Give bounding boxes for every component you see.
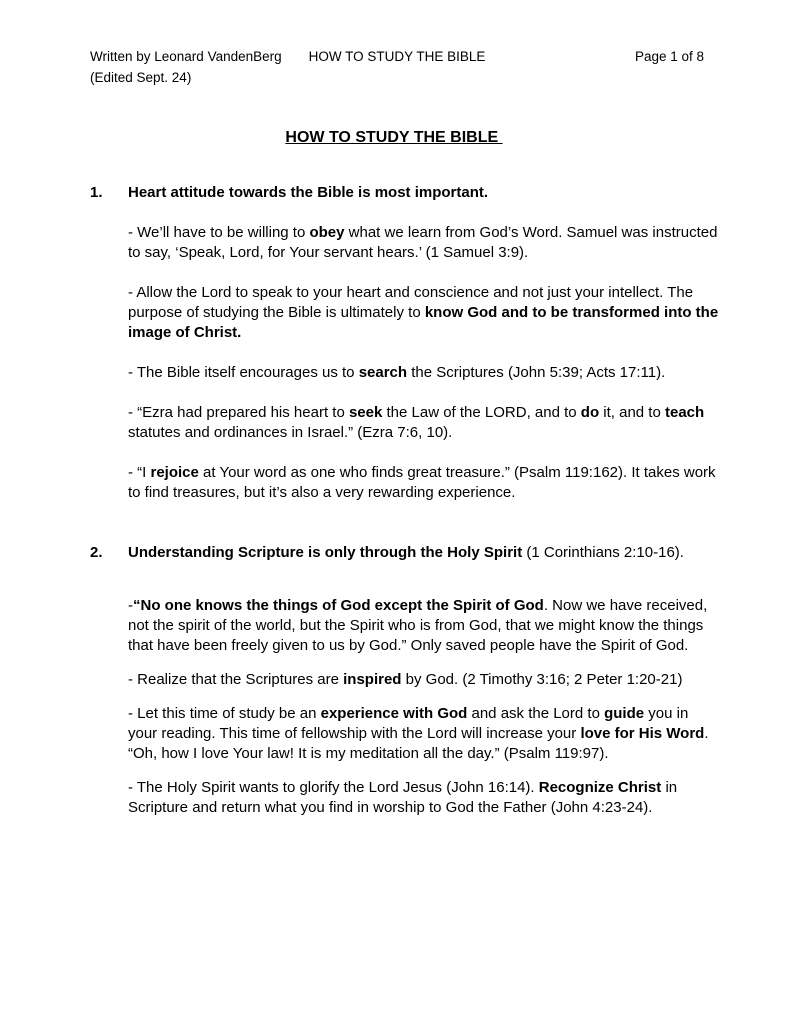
paragraph: - “I rejoice at Your word as one who finds great treasure.” (Psalm 119:162). It takes work to find treasures, but it’s also a very rewarding experience.: [128, 464, 716, 501]
document-body: [0, 183, 788, 818]
paragraph: - Allow the Lord to speak to your heart and conscience and not just your intellect. The purpose of studying the Bible is ultimately to know God and to be transformed into the image of Christ.: [128, 284, 719, 341]
paragraph: - The Holy Spirit wants to glorify the Lord Jesus (John 16:14). Recognize Christ in Scripture and return what you find in worship to God the Father (John 4:23-24).: [128, 779, 678, 816]
document-title: HOW TO STUDY THE BIBLE: [285, 129, 503, 146]
section-1-number: 1.: [90, 184, 103, 201]
paragraph: -“No one knows the things of God except the Spirit of God. Now we have received, not the spirit of the world, but the Spirit who is from God, that we might know the things that have been freely given to us by God.” Only saved people have the Spirit of God.: [128, 597, 708, 654]
section-2: [0, 543, 788, 818]
header-doc-title: HOW TO STUDY THE BIBLE: [308, 49, 486, 64]
header-author-line: Written by Leonard VandenBerg: [90, 49, 282, 64]
section-2-heading-text: Understanding Scripture is only through the Holy Spirit (1 Corinthians 2:10-16).: [128, 544, 684, 561]
header-page-number: Page 1 of 8: [634, 49, 705, 64]
header-author-block: [90, 46, 309, 88]
paragraph: - Realize that the Scriptures are inspired by God. (2 Timothy 3:16; 2 Peter 1:20-21): [128, 671, 683, 688]
page-header: [90, 46, 704, 88]
header-edited-line: (Edited Sept. 24): [90, 70, 192, 85]
section-1-heading: [0, 183, 788, 203]
paragraph: - “Ezra had prepared his heart to seek the Law of the LORD, and to do it, and to teach statutes and ordinances in Israel.” (Ezra 7:6, 10).: [128, 404, 705, 441]
paragraph: - Let this time of study be an experience with God and ask the Lord to guide you in your reading. This time of fellowship with the Lord will increase your love for His Word. “Oh, how I love Your law! It is my meditation all the day.” (Psalm 119:97).: [128, 705, 709, 762]
paragraph: - We’ll have to be willing to obey what we learn from God’s Word. Samuel was instructed to say, ‘Speak, Lord, for Your servant hears.’ (1 Samuel 3:9).: [128, 224, 718, 261]
paragraph: - The Bible itself encourages us to search the Scriptures (John 5:39; Acts 17:11).: [128, 364, 666, 381]
section-2-heading: [0, 543, 788, 563]
section-1: [0, 183, 788, 503]
section-2-number: 2.: [90, 544, 103, 561]
section-1-heading-text: Heart attitude towards the Bible is most important.: [128, 184, 489, 201]
